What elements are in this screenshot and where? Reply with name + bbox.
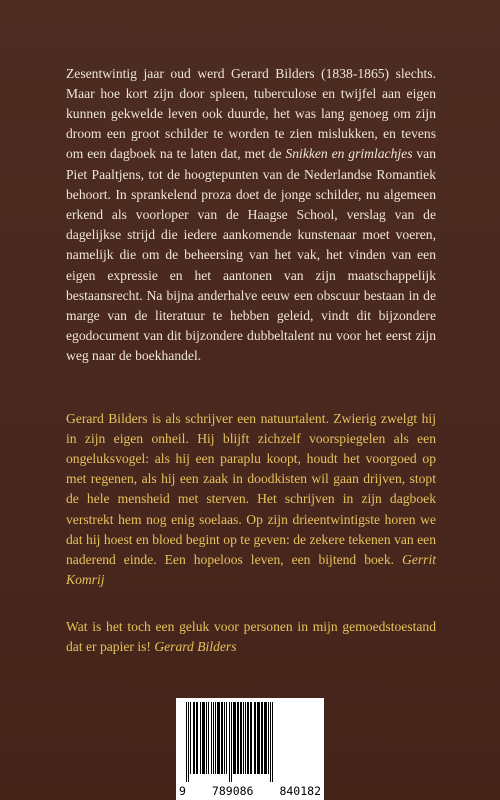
barcode-bar: [233, 702, 236, 774]
review-quote-text: Gerard Bilders is als schrijver een natuurtalent. Zwierig zwelgt hij in zijn eigen onheil. Hij blijft zichzelf voorspiegelen als een ongeluksvogel: als hij een paraplu koopt, houdt het voorgoed op met regenen, als hij een zaak in doodkisten wil gaan drijven, stopt de hele mensheid met sterven. Het schrijven in zijn dagboek verstrekt hem nog enig soelaas. Op zijn drieentwintigste horen we dat hij hoest en bloed begint op te geven: de zekere tekenen van een naderend einde. Een hopeloos leven, een bijtend boek.: [66, 410, 436, 568]
barcode-bar: [247, 702, 249, 774]
barcode-bar: [240, 702, 242, 774]
review-quote-attribution: Gerrit Komrij: [66, 552, 436, 588]
barcode-bar: [211, 702, 212, 774]
barcode-bar: [254, 702, 256, 774]
description-text-part2: van Piet Paaltjens, tot de hoogtepunten van de Nederlandse Romantiek behoort. In sprankelend proza doet de jonge schilder, nu algemeen erkend als voorloper van de Haagse School, verslag van de dagelijkse strijd die iedere aankomende kunstenaar moet voeren, namelijk die om de beheersing van het vak, het vinden van een eigen expressie en het aantonen van zijn maatschappelijk bestaansrecht. Na bijna anderhalve eeuw een obscuur bestaan in de marge van de literatuur te hebben geleid, vindt dit bijzondere egodocument van dit bijzondere dubbeltalent nu voor het eerst zijn weg naar de boekhandel.: [66, 146, 437, 364]
description-text-part1: Zesentwintig jaar oud werd Gerard Bilders (1838-1865) slechts. Maar hoe kort zijn door spleen, tuberculose en twijfel aan eigen kunnen gekwelde leven ook duurde, het was lang genoeg om zijn droom een groot schilder te worden te zien mislukken, en tevens om een dagboek na te laten dat, met de: [66, 65, 436, 162]
barcode-bar: [200, 702, 201, 774]
barcode-bar: [206, 702, 207, 774]
barcode-digit-lead: 9: [179, 784, 186, 798]
barcode-bar: [213, 702, 214, 774]
barcode-bar: [215, 702, 216, 774]
barcode-bar: [208, 702, 209, 774]
barcode-bar: [261, 702, 263, 774]
barcode-bar: [224, 702, 225, 774]
barcode-bar: [272, 702, 273, 782]
barcode-bar: [237, 702, 239, 774]
isbn-barcode: [176, 698, 324, 800]
barcode-bars: [176, 698, 324, 784]
barcode-digits: [176, 784, 324, 798]
referenced-book-title: Snikken en grimlachjes: [285, 146, 413, 162]
barcode-bar: [226, 702, 227, 774]
barcode-digit-group1: 789086: [211, 784, 254, 798]
barcode-bar: [245, 702, 246, 774]
barcode-bar: [229, 702, 230, 782]
barcode-bar: [243, 702, 244, 774]
barcode-bar: [186, 702, 187, 782]
barcode-bar: [270, 702, 271, 782]
barcode-bar: [264, 702, 267, 774]
barcode-bar: [221, 702, 223, 774]
barcode-digit-group2: 840182: [279, 784, 321, 798]
author-quote: [66, 617, 436, 657]
barcode-bar: [257, 702, 260, 774]
book-description: [66, 64, 436, 367]
barcode-bar: [217, 702, 220, 774]
barcode-bar: [202, 702, 205, 774]
barcode-bar: [231, 702, 232, 782]
barcode-bar: [250, 702, 252, 774]
author-quote-attribution: Gerard Bilders: [154, 638, 237, 654]
review-quote: [66, 409, 436, 591]
barcode-bar: [196, 702, 198, 774]
author-quote-text: Wat is het toch een geluk voor personen in mijn gemoedstoestand dat er papier is!: [66, 618, 436, 654]
barcode-bar: [268, 702, 269, 774]
barcode-bar: [193, 702, 195, 774]
barcode-bar: [188, 702, 189, 782]
barcode-bar: [190, 702, 191, 774]
